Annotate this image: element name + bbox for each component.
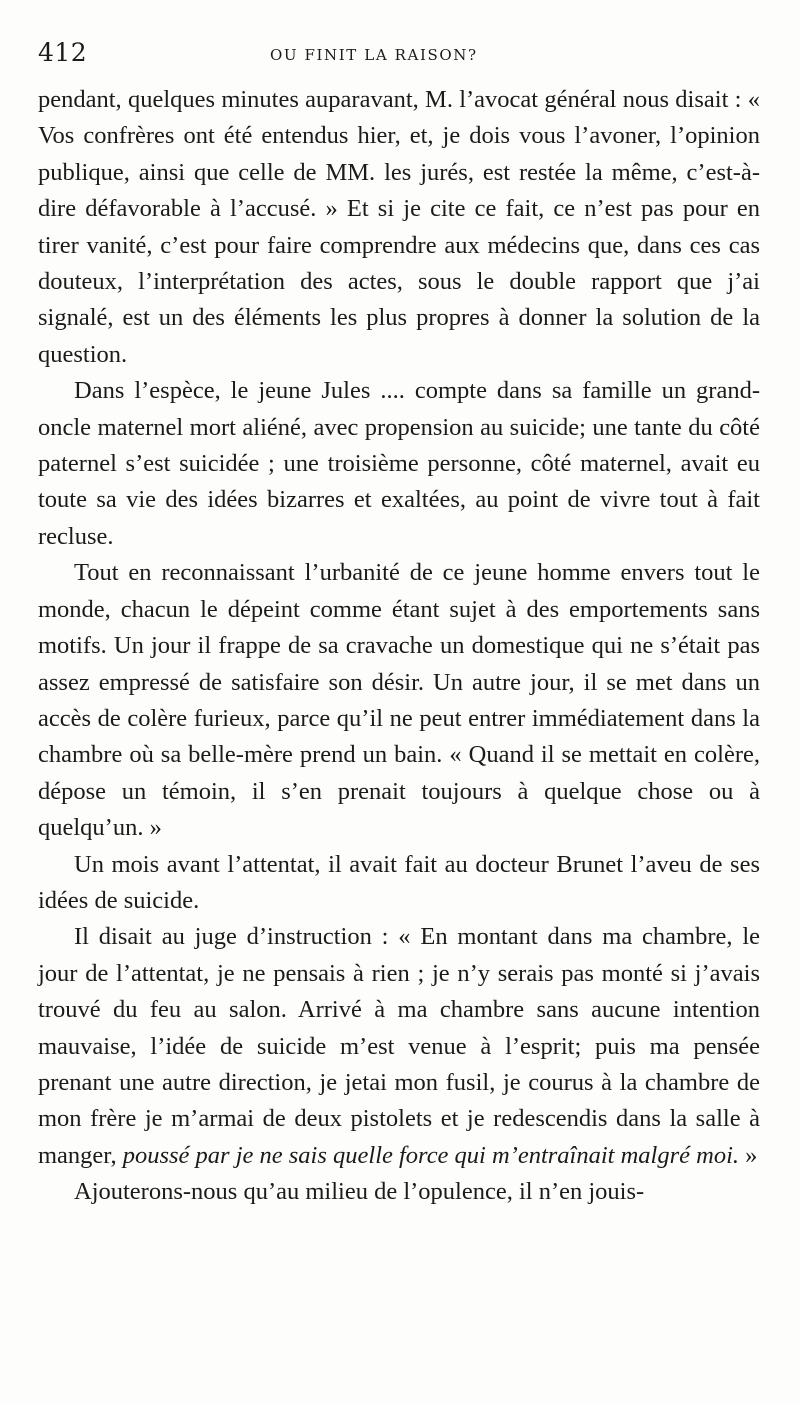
paragraph: Un mois avant l’attentat, il avait fait au docteur Brunet l’aveu de ses idées de suicide. (38, 850, 760, 914)
paragraph: Tout en reconnaissant l’urbanité de ce jeune homme envers tout le monde, chacun le dépeint comme étant sujet à des emportements sans motifs. Un jour il frappe de sa cravache un domestique qui ne s’était pas assez empressé de satisfaire son désir. Un autre jour, il se met dans un accès de colère furieux, parce qu’il ne peut entrer immédiatement dans la chambre où sa belle-mère prend un bain. « Quand il se mettait en colère, dépose un témoin, il s’en prenait toujours à quelque chose ou à quelqu’un. » (38, 559, 760, 842)
italic-quote: poussé par je ne sais quelle force qui m’entraînait malgré moi. (122, 1141, 740, 1169)
running-title: OU FINIT LA RAISON? (270, 46, 478, 64)
paragraph (38, 919, 760, 1174)
paragraph: Dans l’espèce, le jeune Jules .... compte dans sa famille un grand-oncle maternel mort aliéné, avec propension au suicide; une tante du côté paternel s’est suicidée ; une troisième personne, côté maternel, avait eu toute sa vie des idées bizarres et exaltées, au point de vivre tout à fait recluse. (38, 377, 760, 550)
closing-quote: » (739, 1141, 758, 1169)
body-text (38, 82, 760, 1211)
paragraph: Ajouterons-nous qu’au milieu de l’opulence, il n’en jouis- (74, 1178, 645, 1206)
page-header (38, 38, 758, 74)
paragraph: pendant, quelques minutes auparavant, M. l’avocat général nous disait : « Vos confrères ont été entendus hier, et, je dois vous l’avoner, l’opinion publique, ainsi que celle de MM. les jurés, est restée la même, c’est-à-dire défavorable à l’accusé. » Et si je cite ce fait, ce n’est pas pour en tirer vanité, c’est pour faire comprendre aux médecins que, dans ces cas douteux, l’interprétation des actes, sous le double rapport que j’ai signalé, est un des éléments les plus propres à donner la solution de la question. (38, 86, 760, 368)
paragraph-text: Il disait au juge d’instruction : « En montant dans ma chambre, le jour de l’attentat, je ne pensais à rien ; je n’y serais pas monté si j’avais trouvé du feu au salon. Arrivé à ma chambre sans aucune intention mauvaise, l’idée de suicide m’est venue à l’esprit; puis ma pensée prenant une autre direction, je jetai mon fusil, je courus à la chambre de mon frère je m’armai de deux pistolets et je redescendis dans la salle à manger, (38, 923, 760, 1169)
page-number: 412 (38, 38, 88, 67)
